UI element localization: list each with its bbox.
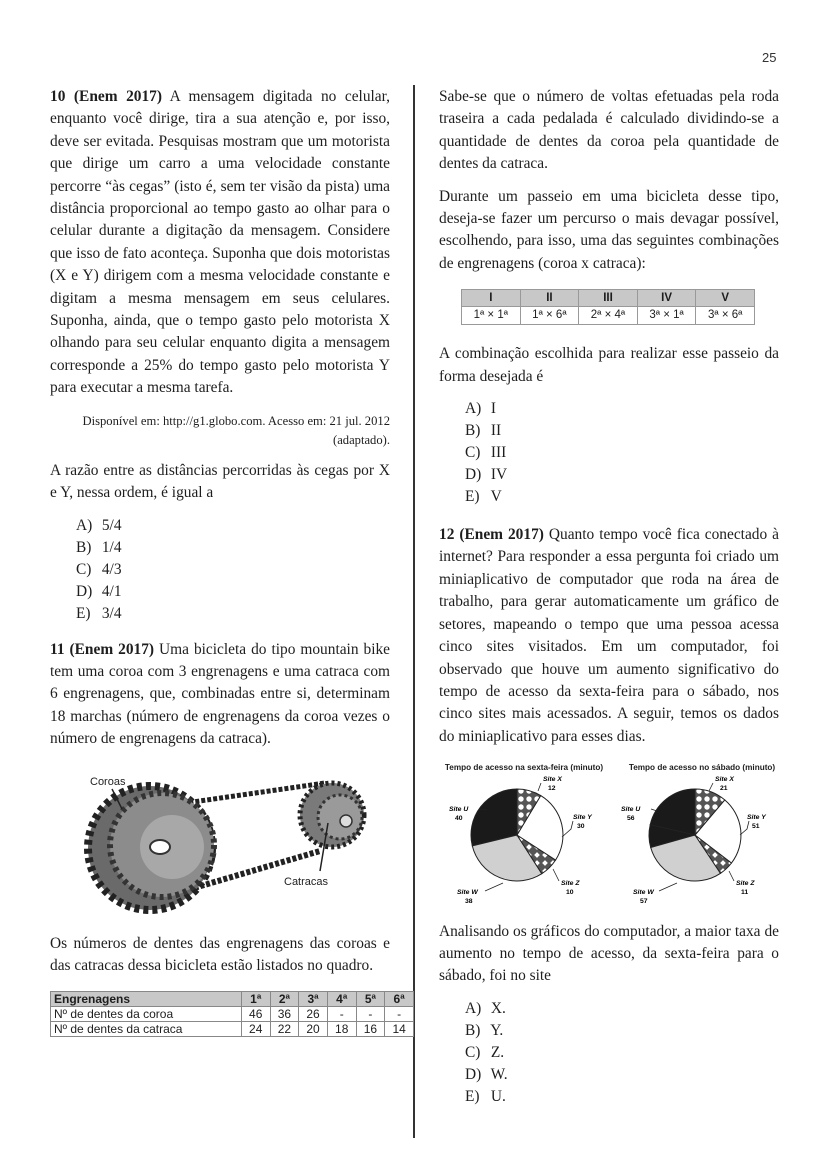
option-c[interactable]: C) III (465, 444, 507, 462)
question-prompt: A razão entre as distâncias percorridas às cegas por X e Y, nessa ordem, é igual a (50, 461, 390, 502)
table-header-row: I II III IV V (462, 290, 755, 307)
option-b[interactable]: B) II (465, 422, 502, 440)
gear-teeth-table (50, 991, 414, 1037)
svg-text:51: 51 (752, 823, 760, 831)
option-d[interactable]: D) W. (465, 1065, 508, 1083)
question-number: 12 (Enem 2017) (439, 526, 544, 544)
pie-chart-saturday: Tempo de acesso no sábado (minuto) Site X 21 Site Y 51 Site Z 11 Site W 57 Site U 56 (621, 763, 776, 906)
table-intro: Os números de dentes das engrenagens das coroas e das catracas dessa bicicleta estão listados no quadro. (50, 934, 390, 974)
question-11 (50, 639, 406, 1038)
column-divider (413, 85, 415, 1138)
answer-options (50, 515, 390, 625)
option-c[interactable]: C) Z. (465, 1043, 505, 1061)
table-row: Nº de dentes da catraca 24 22 20 18 16 14 (51, 1022, 414, 1037)
right-column (439, 86, 779, 1108)
svg-text:12: 12 (548, 785, 556, 793)
svg-text:38: 38 (465, 898, 473, 906)
pie-chart-friday: Tempo de acesso na sexta-feira (minuto) Site X 12 Site Y 30 Site Z 10 Site W 38 Site U 40 (444, 763, 604, 906)
source-citation: Disponível em: http://g1.globo.com. Acesso em: 21 jul. 2012 (adaptado). (82, 413, 390, 447)
svg-text:Coroas: Coroas (90, 775, 126, 788)
pie-charts (435, 762, 785, 912)
table-row: 1ª × 1ª 1ª × 6ª 2ª × 4ª 3ª × 1ª 3ª × 6ª (462, 307, 755, 325)
question-11-statement: 11 (Enem 2017) Uma bicicleta do tipo mountain bike tem uma coroa com 3 engrenagens e uma catraca com 6 engrenagens, que, combinadas entre si, determinam 18 marchas (número de engrenagens da coroa vezes o número de engrenagens da catraca). (50, 640, 391, 748)
svg-text:Site Y: Site Y (747, 814, 766, 822)
svg-text:11: 11 (741, 889, 749, 897)
svg-text:Site U: Site U (621, 806, 641, 814)
svg-text:Site Y: Site Y (573, 814, 592, 822)
table-header-row: Engrenagens 1ª 2ª 3ª 4ª 5ª 6ª (51, 992, 414, 1007)
svg-text:Catracas: Catracas (284, 875, 329, 888)
svg-text:21: 21 (720, 785, 728, 793)
svg-text:Site W: Site W (457, 889, 478, 897)
question-prompt: Analisando os gráficos do computador, a maior taxa de aumento no tempo de acesso, da sexta-feira para o sábado, foi no site (439, 922, 779, 985)
option-b[interactable]: B) 1/4 (76, 538, 122, 556)
svg-text:56: 56 (627, 815, 635, 823)
option-e[interactable]: E) V (465, 488, 502, 506)
table-row: Nº de dentes da coroa 46 36 26 - - - (51, 1007, 414, 1022)
option-b[interactable]: B) Y. (465, 1021, 504, 1039)
catracas-gear (300, 783, 364, 847)
question-10 (50, 86, 390, 625)
option-c[interactable]: C) 4/3 (76, 560, 122, 578)
svg-text:Site Z: Site Z (561, 880, 580, 888)
gear-combination-table (461, 289, 755, 325)
option-a[interactable]: A) 5/4 (76, 516, 122, 534)
question-number: 11 (Enem 2017) (50, 640, 155, 658)
option-d[interactable]: D) 4/1 (76, 582, 122, 600)
option-a[interactable]: A) X. (465, 999, 506, 1017)
question-prompt: A combinação escolhida para realizar esse passeio da forma desejada é (439, 345, 779, 385)
question-11-continuation: Sabe-se que o número de voltas efetuadas pela roda traseira a cada pedalada é calculado dividindo-se a quantidade de dentes da coroa pela quantidade de dentes da catraca. (439, 88, 779, 173)
svg-text:57: 57 (640, 898, 648, 906)
option-d[interactable]: D) IV (465, 466, 508, 484)
svg-text:Site X: Site X (715, 776, 734, 784)
svg-text:30: 30 (577, 823, 585, 831)
page-number: 25 (762, 50, 777, 65)
svg-text:Site X: Site X (543, 776, 562, 784)
option-a[interactable]: A) I (465, 400, 496, 418)
question-12-statement: 12 (Enem 2017) Quanto tempo você fica conectado à internet? Para responder a essa pergunta foi criado um miniaplicativo de computador que roda na área de trabalho, para gerar automaticamente um gráfico de setores, mapeando o tempo que uma pessoa acessa cinco sites visitados. Em um computador, foi observado que houve um aumento significativo do tempo de acesso da sexta-feira para o sábado, nos cinco sites mais acessados. A seguir, temos os dados do miniaplicativo para esses dias. (439, 526, 779, 745)
answer-options (439, 998, 779, 1108)
answer-options (439, 398, 779, 508)
coroas-gear (88, 786, 214, 910)
question-10-statement: 10 (Enem 2017) A mensagem digitada no celular, enquanto você dirige, tira a sua atenção e, por isso, deve ser evitada. Pesquisas mostram que um motorista que dirige um carro a uma velocidade constante percorre “às cegas” (isto é, sem ter visão da pista) uma distância proporcional ao tempo gasto ao olhar para o celular durante a digitação da mensagem. Considere que isso de fato aconteça. Suponha que dois motoristas (X e Y) dirigem com a mesma velocidade constante e digitam a mesma mensagem em seus celulares. Suponha, ainda, que o tempo gasto pelo motorista X olhando para seu celular enquanto digita a mensagem corresponde a 25% do tempo gasto pelo motorista Y para executar a mesma tarefa. (50, 88, 390, 397)
question-number: 10 (Enem 2017) (50, 88, 162, 105)
bicycle-gears-icon (50, 763, 390, 925)
question-11-continuation-2: Durante um passeio em uma bicicleta desse tipo, deseja-se fazer um percurso o mais devagar possível, escolhendo, para isso, uma das seguintes combinações de engrenagens (coroa x catraca): (439, 187, 779, 272)
svg-text:40: 40 (455, 815, 463, 823)
question-12 (439, 524, 779, 1108)
svg-text:Site U: Site U (449, 806, 469, 814)
gear-illustration (50, 763, 390, 925)
svg-text:10: 10 (566, 889, 574, 897)
svg-text:Site Z: Site Z (736, 880, 755, 888)
option-e[interactable]: E) U. (465, 1087, 506, 1105)
svg-text:Site W: Site W (633, 889, 654, 897)
left-column (50, 86, 406, 1037)
option-e[interactable]: E) 3/4 (76, 604, 122, 622)
